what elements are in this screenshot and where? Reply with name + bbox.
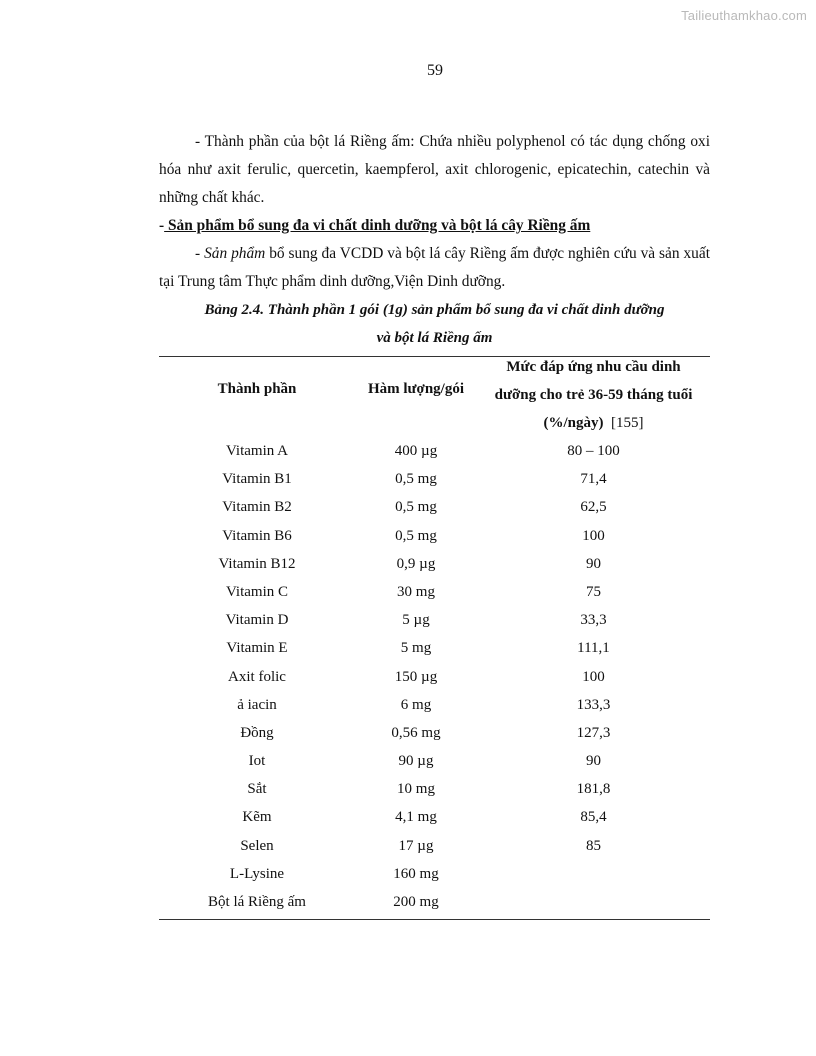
cell-content: 0,56 mg [391,724,441,741]
heading-text: Sản phẩm bổ sung đa vi chất dinh dưỡng và bột lá cây Riềng ấm [164,217,591,234]
header-requirement-line1: Mức đáp ứng nhu cầu dinh [506,359,681,375]
cell-component: Kẽm [242,809,272,826]
paragraph-ingredients: - Thành phần của bột lá Riềng ấm: Chứa nhiều polyphenol có tác dụng chống oxi hóa như axit ferulic, quercetin, kaempferol, axit chlorogenic, epicatechin, catechin và những chất khác. [159,133,710,206]
cell-component: Vitamin D [225,612,289,629]
cell-requirement: 85 [586,837,601,854]
cell-requirement: 100 [582,527,605,544]
watermark: Tailieuthamkhao.com [681,8,807,23]
cell-component: Vitamin A [225,443,288,459]
table-row [159,465,710,493]
table-caption-line2: và bột lá Riềng ấm [376,330,493,346]
cell-component: ả iacin [237,696,277,713]
cell-requirement: 62,5 [580,499,607,516]
cell-requirement: 127,3 [576,724,611,741]
table-row [159,493,710,521]
cell-component: Bột lá Riềng ấm [208,894,306,910]
paragraph-product-dash: - [195,245,205,262]
header-requirement-line2: dưỡng cho trẻ 36-59 tháng tuổi [494,387,693,403]
cell-content: 400 µg [394,443,438,459]
table-bottom-rule [159,919,710,920]
cell-requirement: 111,1 [577,640,610,657]
cell-requirement: 90 [586,555,601,572]
table-row [159,663,710,691]
table-row [159,691,710,719]
cell-content: 17 µg [398,837,434,854]
table-row [159,860,710,888]
paragraph-product-rest: bổ sung đa VCDD và bột lá cây Riềng ấm được nghiên cứu và sản xuất tại Trung tâm Thực phẩm dinh dưỡng,Viện Dinh dưỡng. [159,245,710,290]
cell-requirement [477,860,710,888]
cell-component: Selen [240,837,274,854]
cell-component: L-Lysine [229,865,285,882]
cell-component: Vitamin B6 [222,527,292,544]
table-caption-line1: Bảng 2.4. Thành phần 1 gói (1g) sản phẩm bổ sung đa vi chất dinh dưỡng [204,302,665,318]
cell-requirement: 71,4 [580,471,607,488]
table-row [159,606,710,634]
cell-component: Vitamin B1 [222,471,292,488]
cell-content: 0,9 µg [396,555,436,572]
table-row [159,437,710,465]
header-requirement-line3 [477,409,710,437]
cell-content: 10 mg [397,781,435,798]
table-row [159,634,710,662]
cell-content: 4,1 mg [395,809,437,826]
heading-dash: - [159,217,165,234]
cell-component: Vitamin B2 [222,499,292,516]
header-requirement-unit: (%/ngày) [543,415,604,431]
table-row [159,775,710,803]
cell-content: 200 mg [393,894,439,910]
cell-content: 150 µg [394,668,438,685]
cell-content: 0,5 mg [395,471,437,488]
cell-content: 6 mg [400,696,432,713]
table-row [159,803,710,831]
paragraph-product-italic: Sản phẩm [204,245,266,262]
cell-requirement [477,888,710,916]
cell-content: 30 mg [397,583,435,600]
section-heading [159,212,710,240]
cell-requirement: 85,4 [580,809,607,826]
table-body [159,437,710,916]
page-number: 59 [427,62,443,79]
cell-component: Vitamin B12 [218,555,296,572]
cell-content: 90 µg [398,753,434,770]
table-row [159,719,710,747]
table-row [159,550,710,578]
cell-requirement: 80 – 100 [567,443,620,459]
table-row [159,888,710,916]
cell-component: Vitamin E [226,640,288,657]
cell-content: 0,5 mg [395,499,437,516]
cell-content: 5 µg [402,612,430,629]
header-content: Hàm lượng/gói [367,381,465,397]
table-row [159,747,710,775]
table-row [159,578,710,606]
cell-content: 160 mg [393,865,439,882]
table-row [159,832,710,860]
cell-requirement: 133,3 [576,696,611,713]
cell-requirement: 75 [586,583,601,600]
header-component: Thành phần [217,381,297,397]
table-row [159,522,710,550]
header-requirement-ref: [155] [611,415,644,431]
cell-component: Vitamin C [225,583,288,600]
cell-requirement: 90 [586,753,601,770]
cell-content: 0,5 mg [395,527,437,544]
cell-component: Đồng [240,724,274,741]
cell-component: Axit folic [228,668,286,685]
cell-requirement: 33,3 [580,612,607,629]
cell-requirement: 100 [582,668,605,685]
cell-component: Sắt [247,781,267,798]
cell-content: 5 mg [400,640,432,657]
cell-requirement: 181,8 [576,781,611,798]
header-requirement [477,353,710,437]
paragraph-product [159,240,710,296]
cell-component: Iot [248,753,266,770]
